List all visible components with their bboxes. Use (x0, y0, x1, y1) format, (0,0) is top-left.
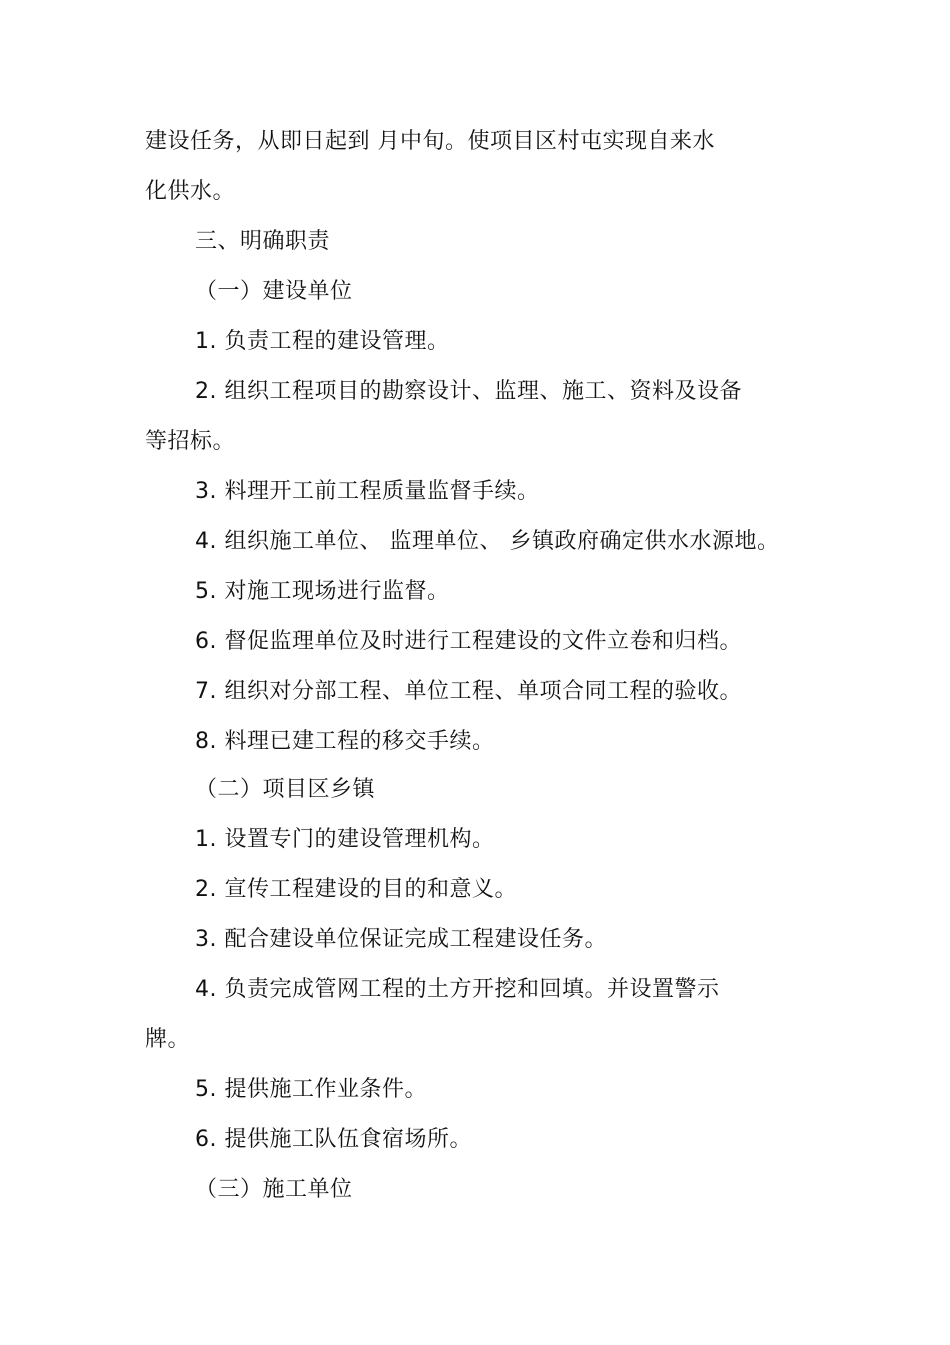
section-heading: 三、明确职责 (195, 229, 331, 254)
list-item: 2. 宣传工程建设的目的和意义。 (195, 877, 517, 902)
list-item: 1. 负责工程的建设管理。 (195, 329, 450, 354)
list-item: 6. 督促监理单位及时进行工程建设的文件立卷和归档。 (195, 629, 742, 654)
text-line: 牌。 (145, 1027, 191, 1052)
text-line: 等招标。 (145, 429, 236, 454)
list-item: 5. 提供施工作业条件。 (195, 1077, 427, 1102)
list-item: 2. 组织工程项目的勘察设计、监理、施工、资料及设备 (195, 379, 742, 404)
list-item: 7. 组织对分部工程、单位工程、单项合同工程的验收。 (195, 679, 742, 704)
list-item: 5. 对施工现场进行监督。 (195, 579, 450, 604)
subsection-heading: （一）建设单位 (195, 279, 353, 304)
list-item: 6. 提供施工队伍食宿场所。 (195, 1127, 472, 1152)
list-item: 4. 组织施工单位、 监理单位、 乡镇政府确定供水水源地。 (195, 529, 780, 554)
list-item: 8. 料理已建工程的移交手续。 (195, 729, 495, 754)
subsection-heading: （三）施工单位 (195, 1177, 353, 1202)
text-line: 化供水。 (145, 179, 236, 204)
list-item: 4. 负责完成管网工程的土方开挖和回填。并设置警示 (195, 977, 720, 1002)
list-item: 3. 料理开工前工程质量监督手续。 (195, 479, 540, 504)
text-line: 建设任务，从即日起到 月中旬。使项目区村屯实现自来水 (145, 129, 715, 154)
subsection-heading: （二）项目区乡镇 (195, 777, 376, 802)
list-item: 1. 设置专门的建设管理机构。 (195, 827, 495, 852)
list-item: 3. 配合建设单位保证完成工程建设任务。 (195, 927, 607, 952)
